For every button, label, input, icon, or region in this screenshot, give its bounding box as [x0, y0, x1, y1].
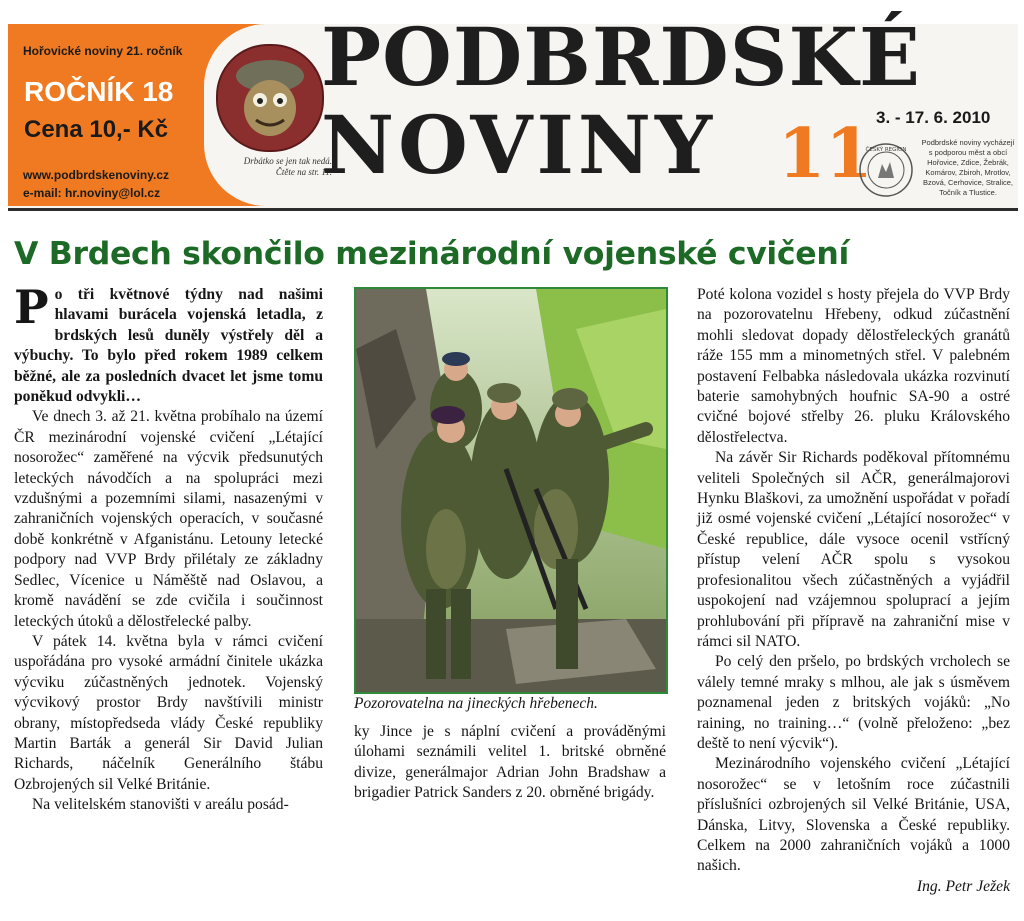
- article-column-2: [354, 722, 666, 804]
- paragraph: Ve dnech 3. až 21. května probíhalo na území ČR mezinárodní vojenské cvičení „Létající nosorožec“ zaměřené na výcvik předsunutých leteckých návodčích a na spolupráci mezi vzdušnými a pozemními silami, nasazenými v zahraničních vojenských operacích, v současné době konkrétně v Afganistánu. Letouny letecké podpory nad VVP Brdy přilétaly ze základny Sedlec, Vícenice u Náměště nad Oslavou, a kromě navádění se zde cvičila i součinnost leteckých útoků a dělostřelecké palby.: [14, 408, 323, 630]
- towns-note: Podbrdské noviny vycházejí s podporou měst a obcí Hořovice, Zdice, Žebrák, Komárov, Zbiroh, Mrotlov, Bzová, Cerhovice, Stralice, Točník a Tlustice.: [921, 138, 1015, 197]
- mascot-caption: Drbátko se jen tak nedá. Čtěte na str. 11.: [243, 156, 332, 177]
- paragraph: ky Jince je s náplní cvičení a prováděnými úlohami seznámili velitel 1. britské obrněné divize, generálmajor Adrian John Bradshaw a brigadier Patrick Sanders z 20. obrněné brigády.: [354, 723, 666, 802]
- article-column-3: [697, 285, 1010, 897]
- mascot-image: [216, 44, 324, 152]
- price-label: Cena 10,- Kč: [24, 116, 169, 143]
- paragraph: Mezinárodního vojenského cvičení „Létající nosorožec“ se v letošním roce zúčastnili příslušníci ozbrojených sil Velké Británie, USA, Dánska, Litvy, Slovenska a České republiky. Celkem na 2000 zahraničních vojáků a 1000 našich.: [697, 755, 1010, 875]
- edition-line: Hořovické noviny 21. ročník: [23, 44, 183, 58]
- mascot-icon: [218, 46, 322, 150]
- masthead-title-line2: NOVINY: [321, 98, 717, 192]
- masthead: [8, 10, 1018, 211]
- seal-label: ČESKÝ REGION: [865, 147, 907, 153]
- article-headline: V Brdech skončilo mezinárodní vojenské cvičení: [14, 236, 849, 272]
- masthead-title-line1: PODBRDSKÉ: [321, 10, 921, 104]
- paragraph: Na závěr Sir Richards poděkoval přítomnému veliteli Společných sil AČR, generálmajorovi Hynku Blaškovi, za umožnění uspořádat v pořadí již osmé vojenské cvičení „Létající nosorožec“ v České republice, dále vysoce ocenil vstřícný přístup velení AČR spolu s vysokou profesionalitou všech zúčastněných a vyjádřil uspokojení nad vzájemnou spoluprací a jejím prohlubování při přípravě na zahraniční mise v rámci sil NATO.: [697, 449, 1010, 650]
- article-column-1: [14, 280, 323, 816]
- soldiers-photo-icon: [356, 289, 666, 692]
- drop-cap: P: [14, 280, 49, 334]
- email-link[interactable]: e-mail: hr.noviny@lol.cz: [23, 186, 161, 200]
- paragraph: V pátek 14. května byla v rámci cvičení uspořádána pro vysoké armádní činitele ukázka výcviku zúčastněných jednotek. Vojenský výcvikový prostor Brdy navštívili ministr obrany, místopředseda vlády České republiky Martin Barták a generál Sir David Julian Richards, náčelník Generálního štábu Ozbrojených sil Velké Británie.: [14, 632, 323, 793]
- article-photo: [354, 287, 668, 694]
- paragraph: Po celý den pršelo, po brdských vrcholech se válely temné mraky s mlhou, ale jak s úsměvem poznamenal jeden z britských vojáků: „No raining, no training…“ (volně přeloženo: „bez deště to není výcvik“).: [697, 653, 1010, 752]
- article-lead: [14, 280, 323, 407]
- issue-number: 11: [778, 114, 873, 194]
- issue-date: 3. - 17. 6. 2010: [876, 108, 991, 127]
- lead-text: o tři květnové týdny nad našimi hlavami burácela vojenská letadla, z brdských lesů duněly výstřely děl a výbuchy. To bylo před rokem 1989 celkem běžné, ale za posledních dvacet let jsme tomu poněkud odvykli…: [14, 286, 323, 406]
- website-link[interactable]: www.podbrdskenoviny.cz: [23, 168, 170, 182]
- paragraph: Na velitelském stanovišti v areálu posád-: [32, 796, 289, 814]
- photo-caption: Pozorovatelna na jineckých hřebenech.: [354, 695, 598, 712]
- paragraph: Poté kolona vozidel s hosty přejela do VVP Brdy na pozorovatelnu Hřebeny, odkud zúčastnění mohli sledovat dopady dělostřeleckých granátů ráže 155 mm a minometných střel. V palebném postavení Felbabka následovala ukázka rozvinutí baterie samohybných houfnic SA-90 a ostré cvičné bojové střelby 26. pluku Královského dělostřelectva.: [697, 286, 1010, 446]
- author-signature: Ing. Petr Ježek: [916, 877, 1010, 895]
- volume-label: ROČNÍK 18: [24, 76, 174, 107]
- region-seal-icon: [858, 142, 914, 198]
